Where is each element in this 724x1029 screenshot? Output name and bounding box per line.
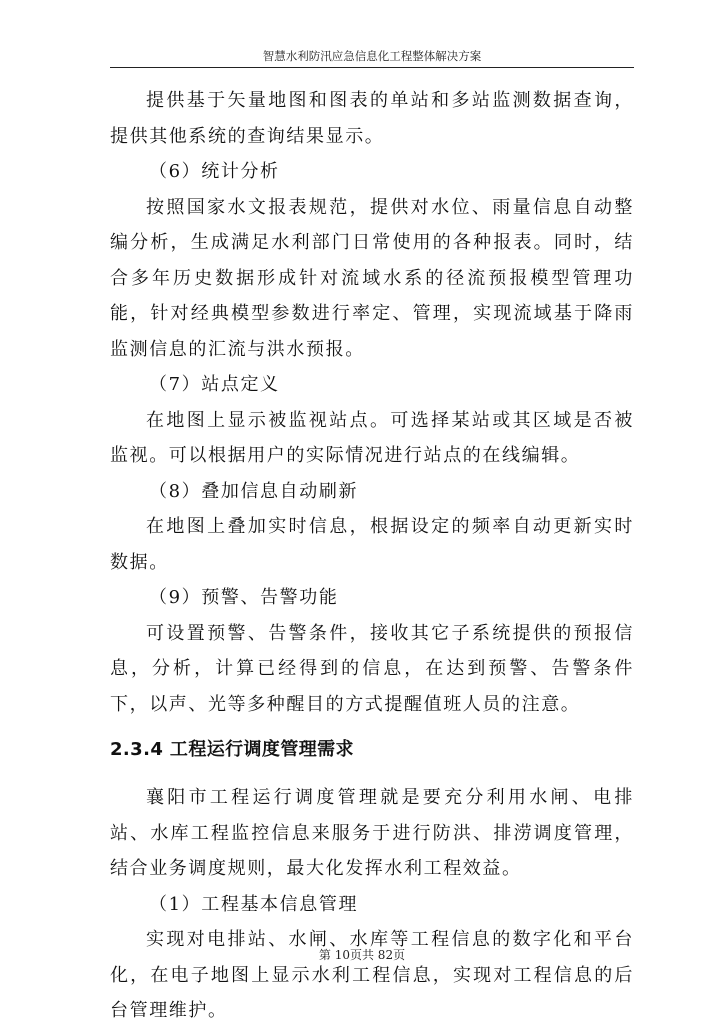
item-heading: （9）预警、告警功能 [149,587,339,608]
item-heading: （8）叠加信息自动刷新 [149,480,359,502]
header-divider [110,67,634,68]
running-header: 智慧水利防汛应急信息化工程整体解决方案 [262,49,482,63]
paragraph: 提供基于矢量地图和图表的单站和多站监测数据查询，提供其他系统的查询结果显示。 [110,90,634,147]
item-heading: （1）工程基本信息管理 [149,893,359,915]
item-heading: （7）站点定义 [149,374,280,395]
document-body [110,83,634,1029]
paragraph: 在地图上显示被监视站点。可选择某站或其区域是否被监视。可以根据用户的实际情况进行站点的在线编辑。 [110,409,634,466]
page-number: 第 10页共 82页 [318,948,406,962]
item-heading: （6）统计分析 [149,161,280,182]
paragraph: 按照国家水文报表规范，提供对水位、雨量信息自动整编分析，生成满足水利部门日常使用的各种报表。同时，结合多年历史数据形成针对流域水系的径流预报模型管理功能，针对经典模型参数进行率定、管理，实现流域基于降雨监测信息的汇流与洪水预报。 [110,196,634,360]
section-heading: 2.3.4 工程运行调度管理需求 [110,739,354,760]
paragraph: 实现对电排站、水闸、水库等工程信息的数字化和平台化，在电子地图上显示水利工程信息，实现对工程信息的后台管理维护。 [110,929,634,1021]
paragraph: 襄阳市工程运行调度管理就是要充分利用水闸、电排站、水库工程监控信息来服务于进行防洪、排涝调度管理，结合业务调度规则，最大化发挥水利工程效益。 [110,787,634,879]
paragraph: 可设置预警、告警条件，接收其它子系统提供的预报信息，分析，计算已经得到的信息，在达到预警、告警条件下，以声、光等多种醒目的方式提醒值班人员的注意。 [110,622,634,715]
paragraph: 在地图上叠加实时信息，根据设定的频率自动更新实时数据。 [110,516,634,573]
